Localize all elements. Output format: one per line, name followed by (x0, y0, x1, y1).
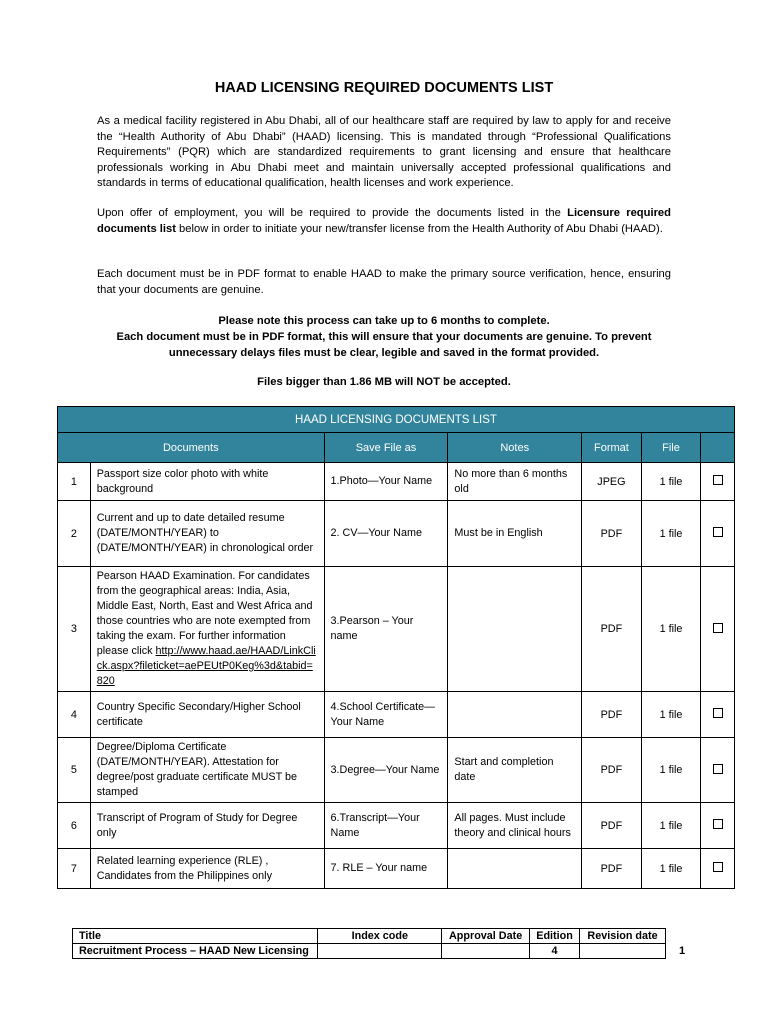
footer-index-value (318, 944, 442, 959)
header-documents: Documents (58, 433, 325, 463)
row-checkbox[interactable] (701, 501, 735, 567)
row-format: PDF (582, 501, 642, 567)
row-document (90, 567, 324, 692)
header-format: Format (582, 433, 642, 463)
row-save-as: 3.Degree—Your Name (324, 738, 448, 803)
checkbox-icon[interactable] (713, 708, 723, 718)
notice-file-size: Files bigger than 1.86 MB will NOT be accepted. (257, 376, 511, 388)
table-row (58, 567, 735, 692)
row-checkbox[interactable] (701, 463, 735, 501)
row-format: PDF (582, 803, 642, 849)
row-number: 2 (58, 501, 91, 567)
row-file-count: 1 file (641, 567, 700, 692)
header-check (701, 433, 735, 463)
row-notes (448, 567, 582, 692)
employment-text-c: below in order to initiate your new/transfer license from the Health Authority of Abu Dhabi (HAAD). (175, 222, 663, 235)
row-file-count: 1 file (641, 803, 700, 849)
licensure-list-emphasis: Licensure required documents list (97, 207, 671, 235)
row-number: 6 (58, 803, 91, 849)
footer-revision-value (580, 944, 666, 959)
row-number: 3 (58, 567, 91, 692)
row-document: Current and up to date detailed resume (DATE/MONTH/YEAR) to (DATE/MONTH/YEAR) in chronological order (90, 501, 324, 567)
row-save-as: 7. RLE – Your name (324, 849, 448, 889)
footer-title-label: Title (73, 929, 318, 944)
checkbox-icon[interactable] (713, 819, 723, 829)
footer-approval-value (442, 944, 530, 959)
page-number: 1 (679, 945, 686, 957)
table-row (58, 738, 735, 803)
row-format: PDF (582, 849, 642, 889)
table-row (58, 501, 735, 567)
row-save-as: 4.School Certificate—Your Name (324, 692, 448, 738)
row-save-as: 2. CV—Your Name (324, 501, 448, 567)
checkbox-icon[interactable] (713, 623, 723, 633)
row-file-count: 1 file (641, 692, 700, 738)
row-number: 5 (58, 738, 91, 803)
row-format: PDF (582, 738, 642, 803)
row-file-count: 1 file (641, 849, 700, 889)
row-number: 1 (58, 463, 91, 501)
employment-text-a: Upon offer of employment, you will be required to provide the documents listed in the (97, 207, 568, 219)
row-file-count: 1 file (641, 501, 700, 567)
row-number: 7 (58, 849, 91, 889)
table-row (58, 849, 735, 889)
pdf-format-paragraph: Each document must be in PDF format to enable HAAD to make the primary source verification, hence, ensuring that your documents are genuine. (97, 268, 671, 296)
row-document: Country Specific Secondary/Higher School certificate (90, 692, 324, 738)
row-notes (448, 849, 582, 889)
footer-title-value: Recruitment Process – HAAD New Licensing (73, 944, 318, 959)
footer-edition-label: Edition (530, 929, 580, 944)
row-document: Passport size color photo with white background (90, 463, 324, 501)
row-number: 4 (58, 692, 91, 738)
intro-paragraph: As a medical facility registered in Abu Dhabi, all of our healthcare staff are required by law to apply for and receive the “Health Authority of Abu Dhabi” (HAAD) licensing. This is mandated through “Professional Qualifications Requirements” (PQR) which are standardized requirements to grant licensing and ensure that healthcare professionals working in Abu Dhabi meet and maintain universally accepted professional qualifications and standards in terms of educational qualification, health licenses and work experience. (97, 115, 671, 189)
row-notes: Start and completion date (448, 738, 582, 803)
table-row (58, 463, 735, 501)
row-notes (448, 692, 582, 738)
footer-revision-label: Revision date (580, 929, 666, 944)
notice-duration: Please note this process can take up to 6 months to complete. (218, 315, 550, 327)
row-checkbox[interactable] (701, 738, 735, 803)
notice-pdf: Each document must be in PDF format, this will ensure that your documents are genuine. To prevent unnecessary delays files must be clear, legible and saved in the format provided. (116, 331, 652, 359)
row-document-text: Pearson HAAD Examination. For candidates from the geographical areas: India, Asia, Middle East, North, East and West Africa and those countries who are note exempted from taking the exam. For further information please click (96, 570, 313, 657)
row-checkbox[interactable] (701, 803, 735, 849)
header-file: File (641, 433, 700, 463)
row-save-as: 3.Pearson – Your name (324, 567, 448, 692)
row-notes: Must be in English (448, 501, 582, 567)
page-title: HAAD LICENSING REQUIRED DOCUMENTS LIST (214, 80, 554, 96)
row-save-as: 1.Photo—Your Name (324, 463, 448, 501)
row-file-count: 1 file (641, 463, 700, 501)
document-control-table (72, 928, 666, 959)
row-save-as: 6.Transcript—Your Name (324, 803, 448, 849)
table-row (58, 692, 735, 738)
header-save-file-as: Save File as (324, 433, 448, 463)
documents-table (57, 406, 735, 889)
checkbox-icon[interactable] (713, 862, 723, 872)
row-document: Related learning experience (RLE) , Candidates from the Philippines only (90, 849, 324, 889)
row-notes: All pages. Must include theory and clinical hours (448, 803, 582, 849)
checkbox-icon[interactable] (713, 475, 723, 485)
row-notes: No more than 6 months old (448, 463, 582, 501)
table-row (58, 803, 735, 849)
row-format: PDF (582, 692, 642, 738)
employment-paragraph (97, 206, 671, 237)
footer-approval-label: Approval Date (442, 929, 530, 944)
row-file-count: 1 file (641, 738, 700, 803)
footer-edition-value: 4 (530, 944, 580, 959)
haad-info-link[interactable]: http://www.haad.ae/HAAD/LinkClick.aspx?fileticket=aePEUtP0Keg%3d&tabid=820 (96, 645, 316, 687)
row-document: Transcript of Program of Study for Degree only (90, 803, 324, 849)
table-banner: HAAD LICENSING DOCUMENTS LIST (58, 407, 735, 433)
row-checkbox[interactable] (701, 849, 735, 889)
footer-index-label: Index code (318, 929, 442, 944)
row-format: JPEG (582, 463, 642, 501)
header-notes: Notes (448, 433, 582, 463)
checkbox-icon[interactable] (713, 764, 723, 774)
row-checkbox[interactable] (701, 567, 735, 692)
row-checkbox[interactable] (701, 692, 735, 738)
checkbox-icon[interactable] (713, 527, 723, 537)
row-document: Degree/Diploma Certificate (DATE/MONTH/YEAR). Attestation for degree/post graduate certificate MUST be stamped (90, 738, 324, 803)
row-format: PDF (582, 567, 642, 692)
